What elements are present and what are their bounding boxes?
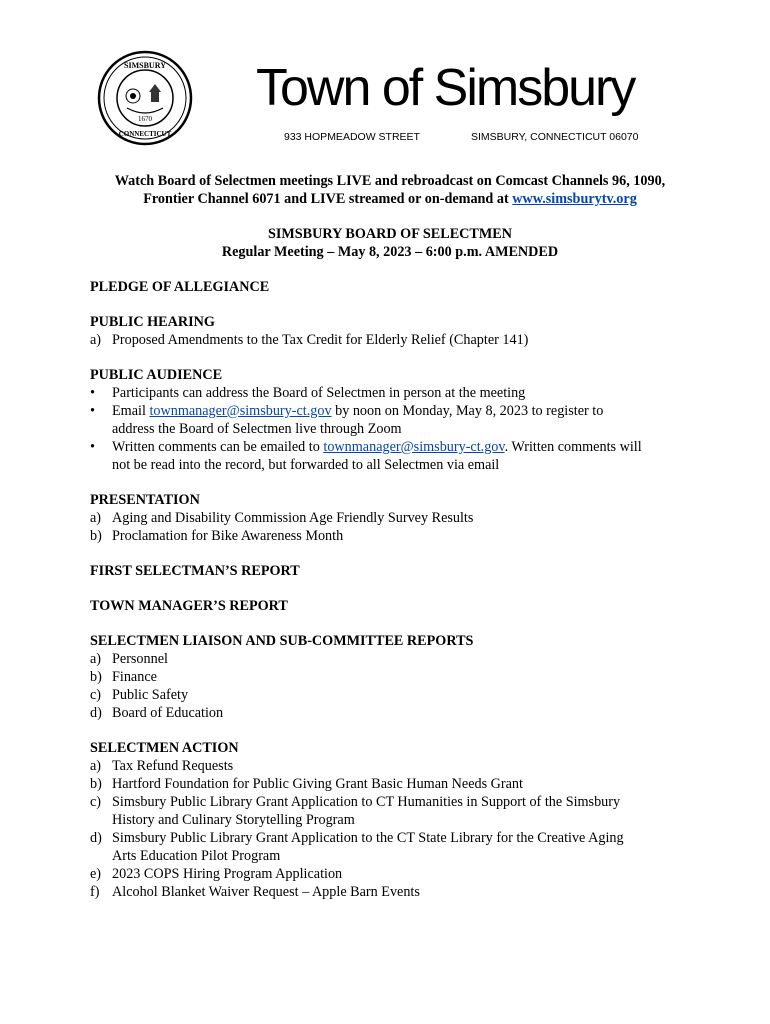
agenda-content (90, 172, 690, 901)
list-item (90, 331, 690, 349)
list-item: d) Simsbury Public Library Grant Application to the CT State Library for the Creative Aging Arts Education Pilot Program (90, 830, 624, 864)
list-item: a) Tax Refund Requests (90, 758, 234, 774)
list-item (90, 402, 690, 438)
page-title: Town of Simsbury (256, 59, 635, 117)
city-address: SIMSBURY, CONNECTICUT 06070 (471, 131, 639, 143)
pledge-heading: PLEDGE OF ALLEGIANCE (90, 279, 270, 295)
list-item: b) Proclamation for Bike Awareness Month (90, 528, 344, 544)
list-item: a) Aging and Disability Commission Age Friendly Survey Results (90, 510, 474, 526)
list-item: a) Personnel (90, 651, 168, 667)
seal-text-bottom: CONNECTICUT (118, 130, 172, 138)
street-address: 933 HOPMEADOW STREET (284, 131, 420, 143)
meeting-subheading: Regular Meeting – May 8, 2023 – 6:00 p.m. AMENDED (221, 244, 559, 260)
liaison-heading: SELECTMEN LIAISON AND SUB-COMMITTEE REPORTS (90, 633, 474, 649)
seal-text-top: SIMSBURY (124, 61, 166, 70)
item-text: Written comments can be emailed to townmanager@simsbury-ct.gov. Written comments will not be read into the record, but forwarded to all Selectmen via email (112, 439, 642, 473)
first-selectman-heading: FIRST SELECTMAN’S REPORT (90, 563, 300, 579)
item-text: Email townmanager@simsbury-ct.gov by noon on Monday, May 8, 2023 to register to address the Board of Selectmen live through Zoom (112, 403, 604, 437)
list-item: c) Simsbury Public Library Grant Application to CT Humanities in Support of the Simsbury History and Culinary Storytelling Program (90, 794, 621, 828)
list-item (90, 438, 690, 474)
list-item (90, 384, 690, 402)
list-item: e) 2023 COPS Hiring Program Application (90, 866, 343, 882)
item-label: a) (90, 332, 102, 348)
email-link[interactable]: townmanager@simsbury-ct.gov (149, 403, 332, 419)
broadcast-notice-line2 (90, 190, 690, 208)
email-link[interactable]: townmanager@simsbury-ct.gov (323, 439, 505, 455)
broadcast-notice-line1: Watch Board of Selectmen meetings LIVE and rebroadcast on Comcast Channels 96, 1090, (114, 173, 666, 189)
public-audience-heading: PUBLIC AUDIENCE (90, 367, 223, 383)
list-item: f) Alcohol Blanket Waiver Request – Apple Barn Events (90, 884, 420, 900)
broadcast-notice-text: Frontier Channel 6071 and LIVE streamed or on-demand at (143, 191, 513, 207)
town-manager-heading: TOWN MANAGER’S REPORT (90, 598, 288, 614)
list-item: d) Board of Education (90, 705, 224, 721)
simsburytv-link[interactable]: www.simsburytv.org (512, 191, 637, 207)
meeting-heading: SIMSBURY BOARD OF SELECTMEN (267, 226, 512, 242)
public-hearing-heading: PUBLIC HEARING (90, 314, 215, 330)
list-item: b) Hartford Foundation for Public Giving Grant Basic Human Needs Grant (90, 776, 523, 792)
bullet: • (90, 403, 95, 419)
list-item: c) Public Safety (90, 687, 189, 703)
bullet: • (90, 385, 95, 401)
item-text: Participants can address the Board of Selectmen in person at the meeting (112, 385, 526, 401)
item-text: Proposed Amendments to the Tax Credit for Elderly Relief (Chapter 141) (112, 332, 529, 348)
town-seal-logo (97, 50, 193, 146)
seal-year: 1670 (138, 115, 152, 123)
presentation-heading: PRESENTATION (90, 492, 200, 508)
bullet: • (90, 439, 95, 455)
selectmen-action-heading: SELECTMEN ACTION (90, 740, 239, 756)
list-item: b) Finance (90, 669, 157, 685)
